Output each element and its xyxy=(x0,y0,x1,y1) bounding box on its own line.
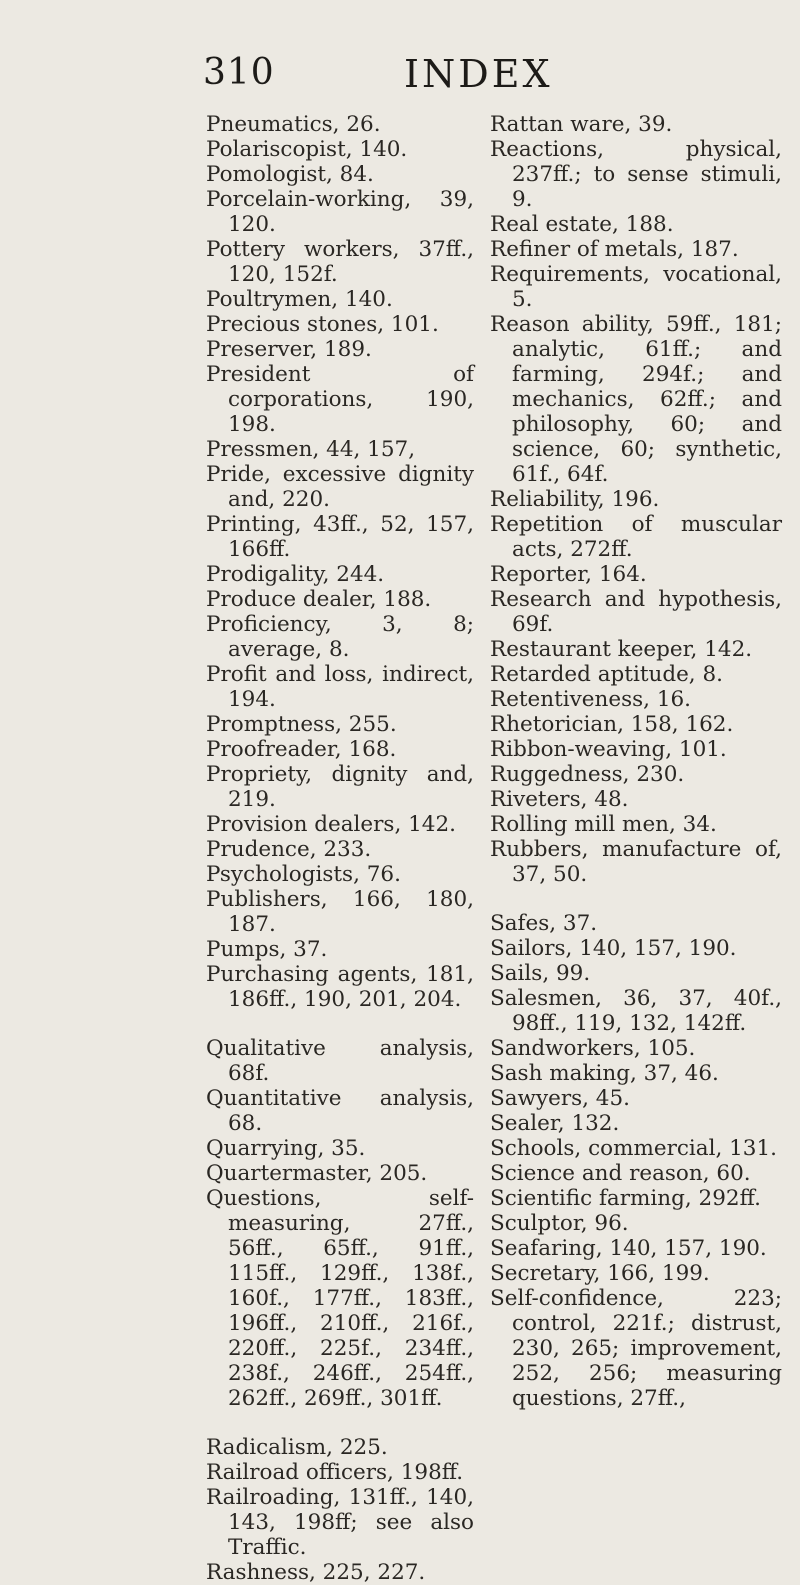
index-entry: Repetition of muscular acts, 272ff. xyxy=(490,512,782,562)
right-group-r xyxy=(490,112,782,887)
index-entry: Seafaring, 140, 157, 190. xyxy=(490,1236,767,1261)
index-entry: Publishers, 166, 180, 187. xyxy=(206,887,474,937)
index-entry: Self-confidence, 223; control, 221f.; distrust, 230, 265; improvement, 252, 256; measuring questions, 27ff., xyxy=(490,1286,782,1411)
left-group-p xyxy=(206,112,474,1012)
index-entry: Proficiency, 3, 8; average, 8. xyxy=(206,612,474,662)
index-entry: Pumps, 37. xyxy=(206,937,328,962)
page-title: INDEX xyxy=(404,52,553,96)
index-entry: Produce dealer, 188. xyxy=(206,587,432,612)
index-entry: Safes, 37. xyxy=(490,911,598,936)
index-entry: Reporter, 164. xyxy=(490,562,647,587)
index-entry: Pottery workers, 37ff., 120, 152f. xyxy=(206,237,474,287)
index-entry: Rhetorician, 158, 162. xyxy=(490,712,734,737)
index-entry: Profit and loss, indirect, 194. xyxy=(206,662,474,712)
index-entry: Restaurant keeper, 142. xyxy=(490,637,753,662)
index-entry: Sash making, 37, 46. xyxy=(490,1061,719,1086)
index-entry: Schools, commercial, 131. xyxy=(490,1136,777,1161)
index-entry: Sandworkers, 105. xyxy=(490,1036,696,1061)
right-group-s xyxy=(490,911,782,1411)
index-entry: Research and hypothesis, 69f. xyxy=(490,587,782,637)
index-entry: Propriety, dignity and, 219. xyxy=(206,762,474,812)
index-entry: Rubbers, manufacture of, 37, 50. xyxy=(490,837,782,887)
group-gap xyxy=(206,1012,474,1036)
index-entry: Riveters, 48. xyxy=(490,787,629,812)
index-entry: Porcelain-working, 39, 120. xyxy=(206,187,474,237)
left-group-r xyxy=(206,1435,474,1585)
index-entry: Retentiveness, 16. xyxy=(490,687,692,712)
left-column xyxy=(206,112,474,1585)
index-entry: Radicalism, 225. xyxy=(206,1435,388,1460)
index-entry: Promptness, 255. xyxy=(206,712,397,737)
index-entry: Qualitative analysis, 68f. xyxy=(206,1036,474,1086)
index-entry: Sailors, 140, 157, 190. xyxy=(490,936,737,961)
page-number: 310 xyxy=(203,52,275,93)
group-gap xyxy=(206,1411,474,1435)
index-entry: Rolling mill men, 34. xyxy=(490,812,717,837)
right-column xyxy=(490,112,782,1411)
index-entry: Printing, 43ff., 52, 157, 166ff. xyxy=(206,512,474,562)
index-entry: Purchasing agents, 181, 186ff., 190, 201, 204. xyxy=(206,962,474,1012)
index-entry: Rattan ware, 39. xyxy=(490,112,673,137)
index-entry: Retarded aptitude, 8. xyxy=(490,662,723,687)
index-entry: Science and reason, 60. xyxy=(490,1161,751,1186)
index-entry: Quarrying, 35. xyxy=(206,1136,366,1161)
index-entry: Scientific farming, 292ff. xyxy=(490,1186,761,1211)
index-entry: Prodigality, 244. xyxy=(206,562,385,587)
left-group-q xyxy=(206,1036,474,1411)
index-entry: Refiner of metals, 187. xyxy=(490,237,739,262)
index-entry: Pressmen, 44, 157, xyxy=(206,437,416,462)
index-entry: Questions, self-measuring, 27ff., 56ff., 65ff., 91ff., 115ff., 129ff., 138f., 160f., 177ff., 183ff., 196ff., 210ff., 216f., 220ff., 225f., 234ff., 238f., 246ff., 254ff., 262ff., 269ff., 301ff. xyxy=(206,1186,474,1411)
index-entry: Secretary, 166, 199. xyxy=(490,1261,710,1286)
index-entry: Ribbon-weaving, 101. xyxy=(490,737,727,762)
index-entry: Railroading, 131ff., 140, 143, 198ff; see also Traffic. xyxy=(206,1485,474,1560)
index-entry: Quartermaster, 205. xyxy=(206,1161,428,1186)
index-entry: Precious stones, 101. xyxy=(206,312,439,337)
index-entry: Proofreader, 168. xyxy=(206,737,397,762)
index-entry: Provision dealers, 142. xyxy=(206,812,457,837)
index-entry: Pride, excessive dignity and, 220. xyxy=(206,462,474,512)
index-entry: Requirements, vocational, 5. xyxy=(490,262,782,312)
page-header xyxy=(0,52,800,100)
index-entry: Pneumatics, 26. xyxy=(206,112,381,137)
index-entry: Poultrymen, 140. xyxy=(206,287,393,312)
index-entry: Sculptor, 96. xyxy=(490,1211,629,1236)
index-entry: Preserver, 189. xyxy=(206,337,372,362)
index-entry: Sawyers, 45. xyxy=(490,1086,630,1111)
index-entry: Railroad officers, 198ff. xyxy=(206,1460,464,1485)
group-gap xyxy=(490,887,782,911)
index-entry: Reactions, physical, 237ff.; to sense stimuli, 9. xyxy=(490,137,782,212)
index-entry: Rashness, 225, 227. xyxy=(206,1560,426,1585)
index-entry: Pomologist, 84. xyxy=(206,162,374,187)
index-entry: Prudence, 233. xyxy=(206,837,372,862)
index-entry: Polariscopist, 140. xyxy=(206,137,408,162)
index-entry: President of corporations, 190, 198. xyxy=(206,362,474,437)
index-entry: Reliability, 196. xyxy=(490,487,660,512)
index-entry: Salesmen, 36, 37, 40f., 98ff., 119, 132, 142ff. xyxy=(490,986,782,1036)
index-entry: Sails, 99. xyxy=(490,961,591,986)
index-entry: Real estate, 188. xyxy=(490,212,674,237)
index-entry: Ruggedness, 230. xyxy=(490,762,685,787)
index-entry: Psychologists, 76. xyxy=(206,862,401,887)
index-entry: Reason ability, 59ff., 181; analytic, 61ff.; and farming, 294f.; and mechanics, 62ff.; and philosophy, 60; and science, 60; synthetic, 61f., 64f. xyxy=(490,312,782,487)
index-entry: Quantitative analysis, 68. xyxy=(206,1086,474,1136)
index-entry: Sealer, 132. xyxy=(490,1111,620,1136)
